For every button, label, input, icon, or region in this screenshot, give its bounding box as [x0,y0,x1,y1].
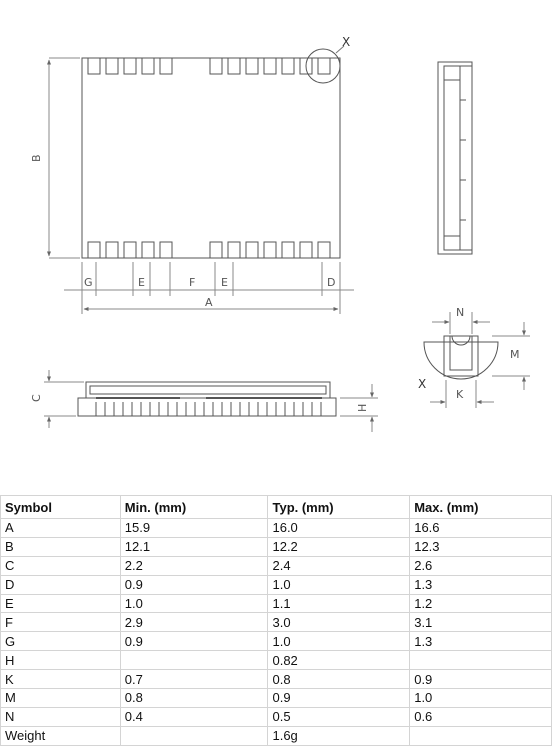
cell-typ: 1.6g [268,726,410,745]
cell-max: 12.3 [410,537,552,556]
cell-symbol: N [1,707,121,726]
pad-bottom [264,242,276,258]
label-e-2: E [221,276,228,289]
cell-typ: 0.5 [268,707,410,726]
pad-top [88,58,100,74]
cell-symbol: F [1,613,121,632]
pad-top [160,58,172,74]
cell-min: 2.2 [120,556,268,575]
cell-min: 1.0 [120,594,268,613]
cell-symbol: Weight [1,726,121,745]
cell-max: 1.2 [410,594,552,613]
pad-bottom [246,242,258,258]
table-row [1,594,552,613]
cell-symbol: C [1,556,121,575]
cell-min [120,651,268,670]
table-row [1,519,552,538]
cell-typ: 1.1 [268,594,410,613]
cell-typ: 2.4 [268,556,410,575]
dimension-table [0,495,552,746]
cell-min: 0.7 [120,670,268,689]
pad-top [228,58,240,74]
table-row [1,613,552,632]
header-symbol: Symbol [1,496,121,519]
pad-top [264,58,276,74]
cell-typ: 0.82 [268,651,410,670]
pad-bottom [160,242,172,258]
table-row [1,651,552,670]
cell-min [120,726,268,745]
pad-bottom [142,242,154,258]
label-x-detail: X [418,377,427,391]
label-e-1: E [138,276,145,289]
cell-symbol: D [1,575,121,594]
cell-typ: 1.0 [268,632,410,651]
cell-max: 0.6 [410,707,552,726]
side-view-right [438,62,472,254]
label-d: D [327,276,336,289]
cell-symbol: M [1,689,121,708]
cell-symbol: E [1,594,121,613]
pad-top [246,58,258,74]
table-row [1,575,552,594]
pad-top [106,58,118,74]
cell-min: 0.9 [120,575,268,594]
pad-bottom [300,242,312,258]
top-view [49,46,354,314]
cell-min: 12.1 [120,537,268,556]
cell-symbol: A [1,519,121,538]
cell-max: 3.1 [410,613,552,632]
pad-top [282,58,294,74]
pad-bottom [318,242,330,258]
pad-top [142,58,154,74]
detail-x-circle [306,49,340,83]
cell-typ: 0.8 [268,670,410,689]
cell-max: 1.3 [410,575,552,594]
pad-top [124,58,136,74]
label-g: G [84,276,93,289]
table-row [1,556,552,575]
pad-bottom [106,242,118,258]
cell-min: 0.8 [120,689,268,708]
top-pads [88,58,330,74]
pad-bottom [228,242,240,258]
cell-symbol: H [1,651,121,670]
label-x-top: X [342,35,351,49]
label-h: H [356,403,369,412]
pad-bottom [124,242,136,258]
pad-bottom [210,242,222,258]
header-max: Max. (mm) [410,496,552,519]
cell-min: 2.9 [120,613,268,632]
front-view [44,370,378,432]
label-a: A [205,296,213,309]
cell-symbol: G [1,632,121,651]
table-row [1,707,552,726]
module-outline [82,58,340,258]
table-body [1,519,552,746]
cell-min: 15.9 [120,519,268,538]
label-n: N [456,306,465,319]
front-pads [96,402,321,416]
pad-bottom [282,242,294,258]
label-c: C [30,394,43,402]
label-m: M [510,348,520,361]
table-row [1,537,552,556]
table-header-row [1,496,552,519]
cell-typ: 0.9 [268,689,410,708]
cell-min: 0.9 [120,632,268,651]
table-row [1,689,552,708]
pad-top [318,58,330,74]
table-row [1,632,552,651]
header-typ: Typ. (mm) [268,496,410,519]
cell-max: 1.0 [410,689,552,708]
cell-typ: 12.2 [268,537,410,556]
cell-typ: 16.0 [268,519,410,538]
cell-max: 16.6 [410,519,552,538]
table-row [1,726,552,745]
table-row [1,670,552,689]
pad-bottom [88,242,100,258]
cell-max [410,651,552,670]
cell-min: 0.4 [120,707,268,726]
cell-max: 2.6 [410,556,552,575]
cell-max [410,726,552,745]
pad-top [210,58,222,74]
header-min: Min. (mm) [120,496,268,519]
cell-symbol: B [1,537,121,556]
cell-max: 0.9 [410,670,552,689]
label-k: K [456,388,464,401]
label-f: F [189,276,196,289]
cell-max: 1.3 [410,632,552,651]
cell-typ: 1.0 [268,575,410,594]
cell-typ: 3.0 [268,613,410,632]
bottom-pads [88,242,330,258]
label-b: B [30,154,43,162]
cell-symbol: K [1,670,121,689]
